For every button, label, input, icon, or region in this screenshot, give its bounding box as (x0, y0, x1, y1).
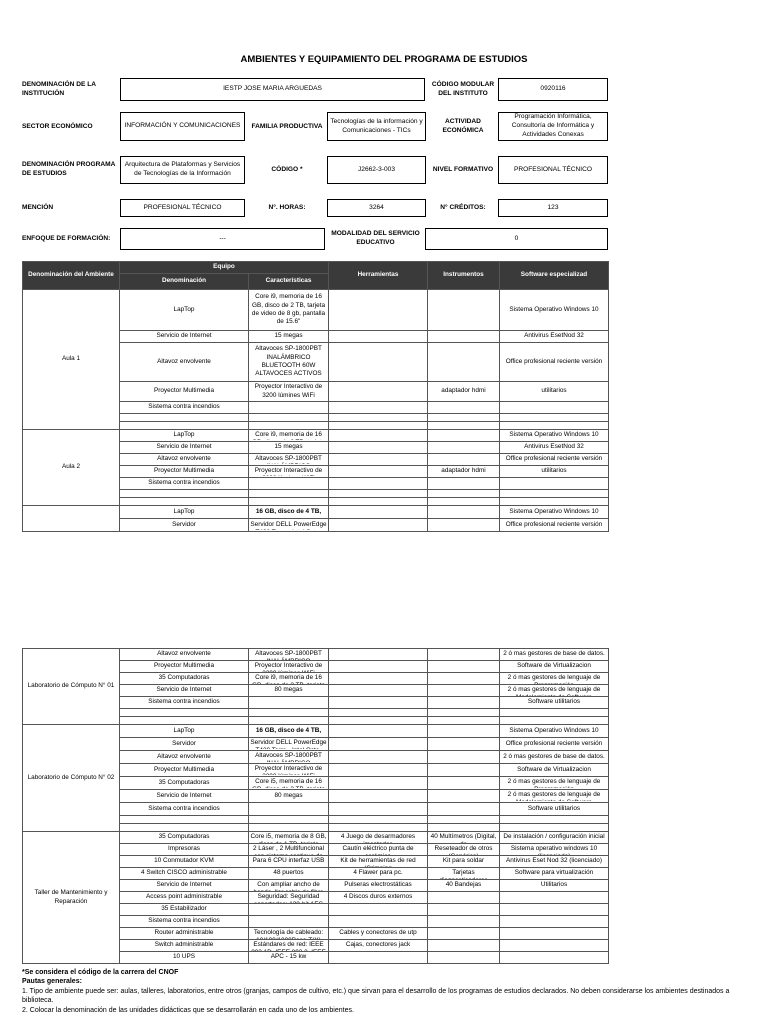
table-cell: Cables y conectores de utp (339, 929, 417, 937)
table-cell: Kit de herramientas de red (340, 856, 416, 864)
table-cell: 80 megas (274, 686, 303, 694)
table-cell: Impresoras (168, 845, 200, 853)
table-cell: Altavoces SP-1800PBT (255, 455, 322, 462)
table-cell: Altavoz envolvente (120, 454, 249, 466)
table-cell: Office profesional reciente versión (500, 343, 609, 382)
table-cell: Altavoces SP-1800PBT (255, 649, 322, 657)
credits-label: N° CRÉDITOS: (440, 203, 486, 211)
col-caracteristicas: Características (249, 274, 329, 290)
table-cell: Sistema contra incendios (120, 402, 249, 414)
table-cell: Pulseras electrostáticas (344, 881, 412, 889)
ambiente-name: Laboratorio de Cómputo N° 02 (23, 725, 120, 832)
table-cell: 4 Flawer para pc. (353, 869, 403, 877)
table-cell: LapTop (173, 726, 195, 734)
table-cell: 2 ó mas gestores de lenguaje de (507, 685, 601, 693)
table-cell: 40 Multímetros (Digital, (430, 832, 497, 840)
hours-field: 3264 (327, 199, 426, 217)
table-cell: Cautín eléctrico punta de (342, 844, 414, 852)
family-label: FAMILIA PRODUCTIVA (251, 122, 323, 130)
table-cell: 80 megas (274, 791, 303, 799)
table-cell: Proyector Multimedia (153, 662, 215, 670)
table-cell: Servidor DELL PowerEdge (250, 739, 327, 746)
footer-pautas: Pautas generales: (22, 978, 82, 986)
table-cell: adaptador hdmi (428, 382, 500, 402)
table-cell (329, 331, 428, 343)
table-cell: Router administrable (154, 929, 214, 937)
table-cell: Cajas, conectores jack (345, 941, 411, 949)
footer-note: *Se considera el código de la carrera del CNOF (22, 969, 179, 976)
table-cell: Altavoz envolvente (157, 752, 211, 760)
table-cell: Core i9, memoria de 16 (255, 673, 322, 681)
table-cell: Switch administrable (154, 941, 214, 949)
col-equipo: Equipo (120, 262, 329, 274)
table-cell: Software de Virtualizacion (517, 765, 591, 773)
modular-code-field: 0920116 (498, 78, 608, 101)
table-cell: LapTop (120, 430, 249, 442)
table-cell: Sistema Operativo Windows 10 (500, 430, 609, 442)
table-cell: Altavoces SP-1800PBT INALÁMBRICO BLUETOOTH 60W ALTAVOCES ACTIVOS (249, 343, 329, 382)
sector-label: SECTOR ECONÓMICO (22, 122, 93, 130)
table-cell (249, 402, 329, 414)
table-cell: utilitarios (500, 382, 609, 402)
table-cell: 4 Juego de desarmadores (340, 832, 416, 840)
table-cell: 15 megas (249, 442, 329, 454)
credits-field: 123 (498, 199, 608, 217)
table-cell: Office profesional reciente versión (505, 739, 603, 747)
table-cell: Proyector Interactivo de (254, 467, 323, 474)
modality-label: MODALIDAD DEL SERVICIO EDUCATIVO (331, 230, 420, 246)
table-cell: Utilitarios (540, 881, 568, 889)
table-cell: Antivirus Eset Nod 32 (licenciado) (506, 857, 602, 865)
table-cell: APC - 15 kw (270, 953, 307, 961)
table-cell: 10 Conmutador KVM (154, 857, 214, 865)
modular-code-label: CÓDIGO MODULAR DEL INSTITUTO (431, 81, 495, 97)
table-cell: Office profesional reciente versión (500, 454, 609, 466)
institution-field: IESTP JOSE MARIA ARGUEDAS (120, 78, 425, 101)
table-cell: 10 UPS (172, 953, 196, 961)
program-field: Arquitectura de Plataformas y Servicios de Tecnologías de la Información (120, 156, 245, 184)
table-cell: Altavoz envolvente (157, 650, 211, 658)
modality-field: 0 (425, 228, 608, 250)
table-cell (329, 290, 428, 331)
table-cell: Con ampliar ancho de (257, 880, 320, 888)
footer-item-1: 1. Tipo de ambiente puede ser: aulas, talleres, laboratorios, entre otros (granjas, campos de cultivo, etc.) que sirvan para el desarrollo de los programas de estudios declarados. No deben considerarse los ambientes destinados a biblioteca. (22, 987, 730, 1005)
table-cell: Altavoces SP-1800PBT (255, 752, 322, 759)
table-cell (428, 343, 500, 382)
table-cell: Proyector Interactivo de (254, 661, 323, 669)
table-cell: LapTop (120, 290, 249, 331)
table-cell: 4 Switch CISCO administrable (141, 869, 227, 877)
table-cell: Core i9, memoria de 16 GB, disco de 2 TB, tarjeta de video de 8 gb, pantalla de 15.6" (249, 290, 329, 331)
table-cell: Servicio de Internet (120, 442, 249, 454)
table-cell: Antivirus EsetNod 32 (500, 442, 609, 454)
table-cell: Software de Virtualizacion (517, 662, 591, 670)
table-cell: Sistema Operativo Windows 10 (509, 726, 599, 734)
col-software: Software especializad (500, 262, 609, 290)
table-cell: Software utilitarios (527, 804, 581, 812)
program-label: DENOMINACIÓN PROGRAMA DE ESTUDIOS (22, 161, 116, 177)
table-cell: 2 ó mas gestores de lenguaje de (507, 778, 601, 785)
table-cell: 16 GB, disco de 4 TB, (255, 507, 322, 515)
table-cell: 35 Computadoras (158, 674, 210, 682)
table-cell: 35 Computadoras (158, 833, 210, 841)
table-cell: Proyector Interactivo de (254, 765, 323, 772)
table-cell: Sistema operativo windows 10 (510, 844, 598, 852)
table-cell: LapTop (120, 506, 249, 519)
ambiente-aula-2: Aula 2 (23, 430, 120, 506)
table-cell: Para 6 CPU interfaz USB (252, 857, 325, 865)
table-cell (428, 402, 500, 414)
activity-label: ACTIVIDAD ECONÓMICA (442, 118, 484, 134)
table-cell: Proyector Multimedia (153, 765, 215, 773)
table-cell: Servicio de Internet (156, 791, 212, 799)
table-cell: 2 ó mas gestores de lenguaje de (507, 673, 601, 681)
table-cell: 2 Láser , 2 Multifuncional (252, 844, 325, 852)
code-field: J2662-3-003 (327, 156, 426, 184)
table-cell: 15 megas (249, 331, 329, 343)
table-cell: Sistema contra incendios (120, 478, 249, 490)
table-cell: Servidor DELL PowerEdge (250, 520, 327, 528)
ambiente-blank (23, 506, 120, 532)
table-cell: Reseteador de otros (434, 844, 493, 852)
table-cell: 40 Bandejas (445, 881, 482, 889)
table-cell (428, 290, 500, 331)
equipment-table-bottom (22, 648, 609, 964)
table-cell: Servicio de Internet (120, 331, 249, 343)
table-cell: 4 Discos duros externos (343, 893, 413, 901)
table-cell: Proyector Interactivo de 3200 lúmines WiFi (249, 382, 329, 402)
table-cell (329, 343, 428, 382)
table-cell: Tarjetas (452, 868, 475, 876)
table-cell: Software utilitarios (527, 698, 581, 706)
table-cell: Tecnología de cableado: (253, 928, 324, 936)
family-field: Tecnologías de la información y Comunicaciones - TICs (327, 112, 426, 141)
table-cell: Software para virtualización (514, 869, 594, 877)
mention-label: MENCIÓN (22, 203, 54, 211)
table-cell: 2 ó mas gestores de base de datos. (503, 752, 605, 760)
approach-field: --- (120, 228, 325, 250)
ambiente-name: Taller de Mantenimiento y Reparación (23, 832, 120, 964)
hours-label: N°. HORAS: (268, 203, 306, 211)
table-cell: Core i5, memoria de 16 (255, 778, 322, 785)
level-field: PROFESIONAL TÉCNICO (498, 156, 608, 184)
table-cell: 35 Computadoras (158, 778, 210, 786)
table-cell: Kit para soldar (442, 857, 485, 865)
table-cell: Estándares de red: IEEE (253, 940, 324, 948)
table-cell: Core i5, memoria de 8 GB, (250, 832, 327, 840)
table-cell: 35 Estabilizador (161, 905, 207, 913)
table-cell: Sistema Operativo Windows 10 (500, 506, 609, 519)
code-label: CÓDIGO * (271, 165, 303, 173)
footer-item-2: 2. Colocar la denominación de las unidades didácticas que se desarrollarán en cada uno de los ambientes. (22, 1006, 354, 1014)
table-cell: Servidor (120, 519, 249, 532)
table-cell: Seguridad: Seguridad (257, 892, 320, 900)
level-label: NIVEL FORMATIVO (432, 165, 494, 173)
page-title: AMBIENTES Y EQUIPAMIENTO DEL PROGRAMA DE ESTUDIOS (240, 54, 528, 65)
ambiente-name: Laboratorio de Cómputo N° 01 (23, 649, 120, 725)
table-cell: Servicio de Internet (156, 881, 212, 889)
table-cell: 2 ó mas gestores de lenguaje de (507, 791, 601, 798)
table-cell: utilitarios (500, 466, 609, 478)
table-cell: Servidor (172, 739, 196, 747)
sector-field: INFORMACIÓN Y COMUNICACIONES (120, 112, 245, 141)
col-denominacion: Denominación (120, 274, 249, 290)
col-herramientas: Herramientas (329, 262, 428, 290)
table-cell: Sistema contra incendios (148, 698, 220, 706)
table-cell: Sistema contra incendios (148, 804, 220, 812)
table-cell: Altavoz envolvente (120, 343, 249, 382)
col-ambiente: Denominación del Ambiente (23, 262, 120, 290)
col-instrumentos: Instrumentos (428, 262, 500, 290)
ambiente-aula-1: Aula 1 (23, 290, 120, 430)
table-cell: Office profesional reciente versión (500, 519, 609, 532)
table-cell: 48 puertos (273, 869, 304, 877)
table-cell: 2 ó mas gestores de base de datos. (503, 650, 605, 658)
table-cell: 16 GB, disco de 4 TB, (255, 726, 322, 734)
table-cell (329, 402, 428, 414)
table-cell: De instalación / configuración inicial (503, 833, 605, 841)
activity-field: Programación Informática, Consultoría de Informática y Actividades Conexas (498, 112, 608, 141)
table-cell: Proyector Multimedia (120, 382, 249, 402)
approach-label: ENFOQUE DE FORMACIÓN: (22, 234, 111, 242)
mention-field: PROFESIONAL TÉCNICO (120, 199, 245, 217)
table-cell (428, 331, 500, 343)
table-cell (329, 382, 428, 402)
table-cell: Sistema Operativo Windows 10 (500, 290, 609, 331)
table-cell: Sistema contra incendios (148, 917, 220, 925)
institution-label: DENOMINACIÓN DE LA INSTITUCIÓN (22, 81, 96, 97)
table-cell: Servicio de Internet (156, 686, 212, 694)
table-cell: Access point administrable (145, 893, 222, 901)
table-cell: adaptador hdmi (428, 466, 500, 478)
table-cell: Antivirus EsetNod 32 (500, 331, 609, 343)
table-cell: Core i9, memoria de 16 (255, 431, 322, 438)
equipment-table-top (22, 261, 609, 532)
table-cell (500, 402, 609, 414)
table-cell: Proyector Multimedia (120, 466, 249, 478)
